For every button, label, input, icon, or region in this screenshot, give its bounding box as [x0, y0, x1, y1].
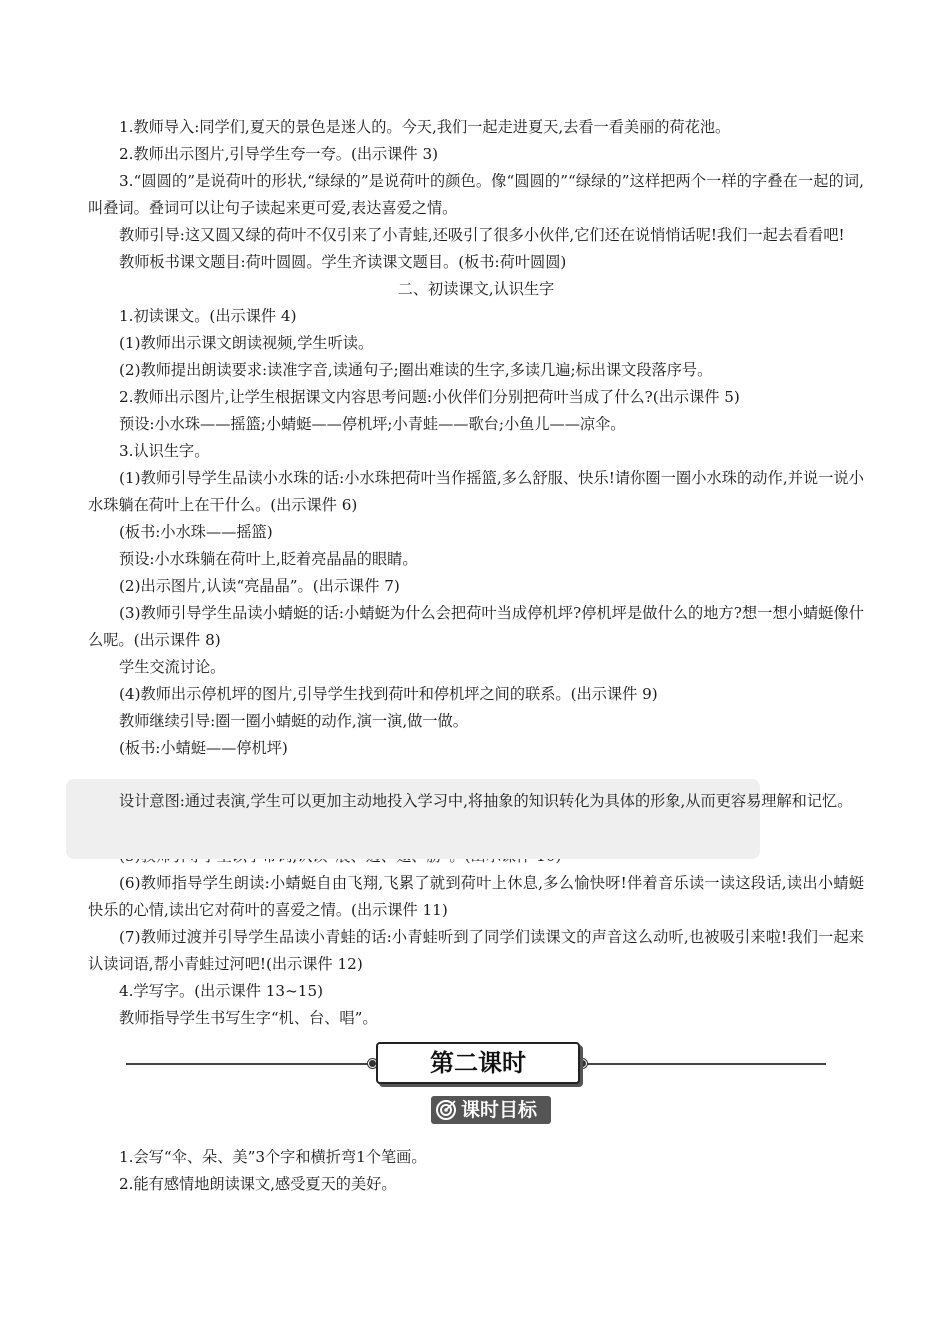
s2-line-1: 1.初读课文。(出示课件 4) [119, 307, 297, 325]
target-icon [435, 1099, 457, 1121]
s2-more-5: 教师指导学生书写生字“机、台、唱”。 [119, 1009, 378, 1027]
s2-more-2: (6)教师指导学生朗读:小蜻蜓自由飞翔,飞累了就到荷叶上休息,多么愉快呀!伴着音乐读一读这段话,读出小蜻蜓快乐的心情,读出它对荷叶的喜爱之情。(出示课件 11) [88, 874, 864, 919]
s2-line-7: (1)教师引导学生品读小水珠的话:小水珠把荷叶当作摇篮,多么舒服、快乐!请你圈一圈小水珠的动作,并说一说小水珠躺在荷叶上在干什么。(出示课件 6) [88, 469, 864, 514]
goal-line-2: 2.能有感情地朗读课文,感受夏天的美好。 [119, 1175, 397, 1193]
banner-line-right [582, 1063, 826, 1065]
lesson-2-banner [88, 1040, 864, 1088]
s2-line-2: (1)教师出示课文朗读视频,学生听读。 [119, 334, 374, 352]
lesson-goal-header [88, 1094, 864, 1130]
s2-line-15: (板书:小蜻蜓——停机坪) [119, 739, 288, 757]
intro-line-2: 2.教师出示图片,引导学生夸一夸。(出示课件 3) [119, 145, 439, 163]
s2-more-4: 4.学写字。(出示课件 13~15) [119, 982, 324, 1000]
s2-more-3: (7)教师过渡并引导学生品读小青蛙的话:小青蛙听到了同学们读课文的声音这么动听,也被吸引来啦!我们一起来认读词语,帮小青蛙过河吧!(出示课件 12) [88, 928, 864, 973]
lesson-2-title: 第二课时 [376, 1042, 580, 1084]
s2-line-6: 3.认识生字。 [119, 442, 210, 460]
intro-line-5: 教师板书课文题目:荷叶圆圆。学生齐读课文题目。(板书:荷叶圆圆) [119, 253, 567, 271]
document-body [88, 114, 864, 1198]
s2-line-8: (板书:小水珠——摇篮) [119, 523, 273, 541]
design-intent-text: 设计意图:通过表演,学生可以更加主动地投入学习中,将抽象的知识转化为具体的形象,从而更容易理解和记忆。 [119, 792, 853, 810]
intro-line-4: 教师引导:这又圆又绿的荷叶不仅引来了小青蛙,还吸引了很多小伙伴,它们还在说悄悄话呢!我们一起去看看吧! [119, 226, 845, 244]
s2-line-4: 2.教师出示图片,让学生根据课文内容思考问题:小伙伴们分别把荷叶当成了什么?(出示课件 5) [119, 388, 740, 406]
s2-line-11: (3)教师引导学生品读小蜻蜓的话:小蜻蜓为什么会把荷叶当成停机坪?停机坪是做什么的地方?想一想小蜻蜓像什么呢。(出示课件 8) [88, 604, 864, 649]
lesson-goal-tag [431, 1096, 551, 1124]
section-2-heading: 二、初读课文,认识生字 [397, 280, 555, 298]
lesson-goal-label: 课时目标 [461, 1099, 538, 1121]
s2-line-10: (2)出示图片,认读“亮晶晶”。(出示课件 7) [119, 577, 400, 595]
s2-line-3: (2)教师提出朗读要求:读准字音,读通句子;圈出难读的生字,多读几遍;标出课文段落序号。 [119, 361, 713, 379]
s2-line-9: 预设:小水珠躺在荷叶上,眨着亮晶晶的眼睛。 [119, 550, 418, 568]
design-intent-box [88, 775, 864, 843]
s2-line-14: 教师继续引导:圈一圈小蜻蜓的动作,演一演,做一做。 [119, 712, 468, 730]
banner-line-left [126, 1063, 372, 1065]
s2-line-12: 学生交流讨论。 [119, 658, 226, 676]
s2-line-13: (4)教师出示停机坪的图片,引导学生找到荷叶和停机坪之间的联系。(出示课件 9) [119, 685, 658, 703]
goal-line-1: 1.会写“伞、朵、美”3个字和横折弯1个笔画。 [119, 1148, 427, 1166]
s2-line-5: 预设:小水珠——摇篮;小蜻蜓——停机坪;小青蛙——歌台;小鱼儿——凉伞。 [119, 415, 626, 433]
intro-line-1: 1.教师导入:同学们,夏天的景色是迷人的。今天,我们一起走进夏天,去看一看美丽的荷花池。 [119, 118, 731, 136]
intro-line-3: 3.“圆圆的”是说荷叶的形状,“绿绿的”是说荷叶的颜色。像“圆圆的”“绿绿的”这样把两个一样的字叠在一起的词,叫叠词。叠词可以让句子读起来更可爱,表达喜爱之情。 [88, 172, 864, 217]
